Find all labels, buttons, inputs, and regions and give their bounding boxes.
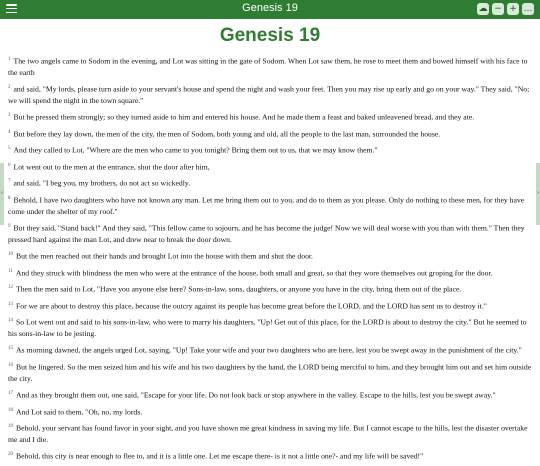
verse-text: Lot went out to the men at the entrance, shut the door after him, (13, 162, 210, 172)
verse-number: 7 (8, 179, 11, 185)
verse[interactable] (8, 176, 532, 189)
verse[interactable] (8, 193, 532, 218)
verse-text: As morning dawned, the angels urged Lot, saying, "Up! Take your wife and your two daughters who are here, lest you be swept away in the punishment of the city." (16, 345, 522, 355)
verse[interactable] (8, 388, 532, 401)
cloud-button[interactable] (477, 3, 489, 15)
verse-number: 1 (8, 57, 11, 62)
verse-number: 19 (8, 424, 13, 430)
verse[interactable] (8, 249, 532, 262)
verse[interactable] (8, 449, 532, 462)
ellipsis-icon: … (523, 4, 533, 14)
verse[interactable] (8, 127, 532, 140)
verse-text: And they called to Lot, "Where are the men who came to you tonight? Bring them out to us, that we may know them." (13, 145, 378, 155)
chapter-title: Genesis 19 (219, 25, 321, 46)
verse-number: 6 (8, 162, 11, 168)
chapter-content (8, 19, 532, 466)
verse-text: And as they brought them out, one said, "Escape for your life. Do not look back or stop anywhere in the valley. Escape to the hills, lest you be swept away." (16, 390, 496, 400)
verse-number: 11 (8, 268, 13, 274)
verse-number: 20 (8, 452, 13, 458)
verse[interactable] (8, 405, 532, 418)
verse-text: But he pressed them strongly; so they turned aside to him and entered his house. And he made them a feast and baked unleavened bread, and they ate. (13, 112, 475, 122)
minus-button[interactable] (492, 3, 504, 15)
verse-text: The two angels came to Sodom in the evening, and Lot was sitting in the gate of Sodom. When Lot saw them, he rose to meet them and bowed himself with his face to the earth (8, 56, 528, 78)
plus-icon: + (509, 4, 517, 14)
next-chapter-tab[interactable] (536, 163, 540, 225)
verse-text: and said, "My lords, please turn aside to your servant's house and spend the night and wash your feet. Then you may rise up early and go on your way." They said, "No; we will spend the night in the town square." (8, 84, 530, 106)
verse[interactable] (8, 82, 532, 107)
verse-number: 5 (8, 146, 11, 152)
verse[interactable] (8, 343, 532, 356)
verse-number: 16 (8, 362, 13, 368)
verse-text: But they said, "Stand back!" And they said, "This fellow came to sojourn, and he has become the judge! Now we will deal worse with you than with them." Then they pressed hard against the man Lot, and drew near to break the door down. (8, 223, 525, 245)
verse-text: Behold, I have two daughters who have not known any man. Let me bring them out to you, and do to them as you please. Only do nothing to these men, for they have come under the shelter of my roof." (8, 195, 525, 216)
verse[interactable] (8, 143, 532, 156)
verse[interactable] (8, 282, 532, 295)
verse-number: 12 (8, 285, 13, 291)
verse[interactable] (8, 266, 532, 279)
minus-icon: − (494, 4, 502, 14)
app-title: Genesis 19 (242, 2, 298, 14)
verse-number: 18 (8, 407, 13, 413)
verse-number: 10 (8, 252, 13, 258)
plus-button[interactable] (507, 3, 519, 15)
verse-text: But the men reached out their hands and brought Lot into the house with them and shut the door. (16, 251, 313, 261)
verse[interactable] (8, 221, 532, 246)
verse-text: So Lot went out and said to his sons-in-law, who were to marry his daughters, "Up! Get out of this place, for the LORD is about to destroy the city." But he seemed to his sons-in-law to be jesting. (8, 317, 527, 339)
verse-text: But he lingered. So the men seized him and his wife and his two daughters by the hand, the LORD being merciful to him, and they brought him out and set him outside the city. (8, 362, 532, 383)
top-bar (0, 0, 540, 19)
verse[interactable] (8, 299, 532, 312)
verse[interactable] (8, 110, 532, 123)
verse[interactable] (8, 421, 532, 446)
more-button[interactable] (522, 3, 534, 15)
verse-text: Then the men said to Lot, "Have you anyone else here? Sons-in-law, sons, daughters, or anyone you have in the city, bring them out of the place. (16, 284, 462, 294)
verse-number: 9 (8, 224, 11, 229)
previous-chapter-tab[interactable] (0, 163, 4, 225)
verse-text: And they struck with blindness the men who were at the entrance of the house, both small and great, so that they wore themselves out groping for the door. (15, 268, 493, 278)
verse-number: 4 (8, 129, 11, 135)
verse-number: 3 (8, 113, 11, 119)
verse[interactable] (8, 160, 532, 173)
verse-text: Behold, this city is near enough to flee to, and it is a little one. Let me escape there- is it not a little one?- and my life will be saved!" (16, 451, 424, 461)
header-buttons (477, 3, 534, 15)
verse-number: 2 (8, 85, 11, 91)
chevron-right-icon: › (537, 190, 539, 196)
verse[interactable] (8, 315, 532, 340)
verse[interactable] (8, 360, 532, 385)
verse-number: 8 (8, 195, 11, 201)
verse-text: and said, "I beg you, my brothers, do not act so wickedly. (13, 178, 191, 188)
verse-text: Behold, your servant has found favor in your sight, and you have shown me great kindness in saving my life. But I cannot escape to the hills, lest the disaster overtake me and I die. (8, 423, 528, 445)
chevron-left-icon: ‹ (1, 190, 3, 196)
verse-number: 17 (8, 391, 13, 396)
cloud-icon: ☁ (478, 4, 488, 14)
verse-text: But before they lay down, the men of the city, the men of Sodom, both young and old, all the people to the last man, surrounded the house. (13, 129, 441, 139)
verse-number: 14 (8, 318, 13, 324)
verse-number: 15 (8, 346, 13, 352)
verse-number: 13 (8, 301, 13, 307)
verse-text: And Lot said to them, "Oh, no, my lords. (16, 407, 143, 417)
verse[interactable] (8, 54, 532, 79)
verse-text: For we are about to destroy this place, because the outcry against its people has become great before the LORD, and the LORD has sent us to destroy it." (16, 301, 487, 311)
verse-list (8, 54, 532, 462)
